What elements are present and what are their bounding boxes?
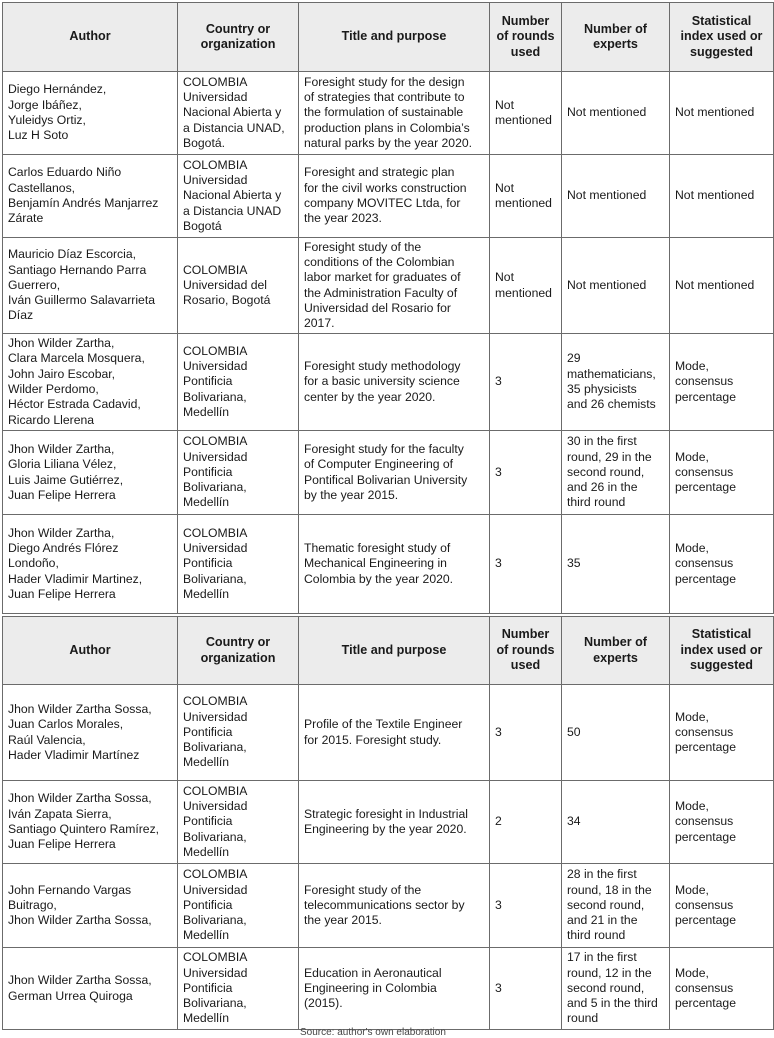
cell-org: COLOMBIA Universidad Pontificia Bolivariana, Medellín xyxy=(178,864,299,948)
cell-org: COLOMBIA Universidad Nacional Abierta y a Distancia UNAD, Bogotá. xyxy=(178,72,299,155)
cell-title: Foresight and strategic plan for the civil works construction company MOVITEC Ltda, for the year 2023. xyxy=(299,155,490,238)
cell-index: Not mentioned xyxy=(670,72,774,155)
cell-org: COLOMBIA Universidad Pontificia Bolivariana, Medellín xyxy=(178,334,299,431)
table-row xyxy=(3,334,774,431)
table-row xyxy=(3,864,774,948)
cell-org: COLOMBIA Universidad del Rosario, Bogotá xyxy=(178,238,299,334)
header-author: Author xyxy=(3,617,178,685)
header-country: Country or organization xyxy=(178,3,299,72)
cell-author: Jhon Wilder Zartha, Diego Andrés Flórez Londoño, Hader Vladimir Martinez, Juan Felipe Herrera xyxy=(3,515,178,614)
cell-rounds: 3 xyxy=(490,948,562,1030)
cell-index: Mode, consensus percentage xyxy=(670,515,774,614)
cell-org: COLOMBIA Universidad Pontificia Bolivariana, Medellín xyxy=(178,948,299,1030)
table-row xyxy=(3,72,774,155)
table-row xyxy=(3,515,774,614)
cell-index: Mode, consensus percentage xyxy=(670,864,774,948)
header-rounds: Number of rounds used xyxy=(490,3,562,72)
cell-index: Mode, consensus percentage xyxy=(670,334,774,431)
table-row xyxy=(3,948,774,1030)
header-row xyxy=(3,3,774,72)
cell-author: Jhon Wilder Zartha Sossa, Juan Carlos Morales, Raúl Valencia, Hader Vladimir Martínez xyxy=(3,685,178,781)
cell-rounds: Not mentioned xyxy=(490,72,562,155)
cell-index: Mode, consensus percentage xyxy=(670,685,774,781)
header-index: Statistical index used or suggested xyxy=(670,3,774,72)
cell-experts: 35 xyxy=(562,515,670,614)
cell-index: Not mentioned xyxy=(670,155,774,238)
cell-index: Mode, consensus percentage xyxy=(670,431,774,515)
cell-rounds: 3 xyxy=(490,864,562,948)
cell-experts: 29 mathematicians, 35 physicists and 26 chemists xyxy=(562,334,670,431)
studies-table-2 xyxy=(2,616,774,1030)
header-title: Title and purpose xyxy=(299,3,490,72)
table-row xyxy=(3,685,774,781)
cell-experts: 50 xyxy=(562,685,670,781)
cell-rounds: 3 xyxy=(490,334,562,431)
cell-title: Education in Aeronautical Engineering in Colombia (2015). xyxy=(299,948,490,1030)
cell-org: COLOMBIA Universidad Pontificia Bolivariana, Medellín xyxy=(178,515,299,614)
cell-experts: 30 in the first round, 29 in the second round, and 26 in the third round xyxy=(562,431,670,515)
cell-title: Strategic foresight in Industrial Engineering by the year 2020. xyxy=(299,781,490,864)
cell-author: Jhon Wilder Zartha Sossa, Iván Zapata Sierra, Santiago Quintero Ramírez, Juan Felipe Herrera xyxy=(3,781,178,864)
source-caption: Source: author's own elaboration xyxy=(300,1027,446,1038)
cell-rounds: 3 xyxy=(490,431,562,515)
cell-experts: 28 in the first round, 18 in the second round, and 21 in the third round xyxy=(562,864,670,948)
header-author: Author xyxy=(3,3,178,72)
cell-title: Foresight study methodology for a basic university science center by the year 2020. xyxy=(299,334,490,431)
cell-title: Foresight study of the telecommunications sector by the year 2015. xyxy=(299,864,490,948)
cell-org: COLOMBIA Universidad Pontificia Bolivariana, Medellín xyxy=(178,431,299,515)
table-row xyxy=(3,155,774,238)
cell-author: Mauricio Díaz Escorcia, Santiago Hernando Parra Guerrero, Iván Guillermo Salavarrieta Díaz xyxy=(3,238,178,334)
header-experts: Number of experts xyxy=(562,3,670,72)
cell-index: Mode, consensus percentage xyxy=(670,781,774,864)
cell-rounds: Not mentioned xyxy=(490,155,562,238)
cell-org: COLOMBIA Universidad Pontificia Bolivariana, Medellín xyxy=(178,685,299,781)
cell-experts: Not mentioned xyxy=(562,238,670,334)
header-row xyxy=(3,617,774,685)
studies-table-1 xyxy=(2,2,774,614)
header-rounds: Number of rounds used xyxy=(490,617,562,685)
cell-author: Diego Hernández, Jorge Ibáñez, Yuleidys Ortiz, Luz H Soto xyxy=(3,72,178,155)
cell-author: John Fernando Vargas Buitrago, Jhon Wilder Zartha Sossa, xyxy=(3,864,178,948)
table-row xyxy=(3,238,774,334)
cell-experts: 34 xyxy=(562,781,670,864)
cell-experts: Not mentioned xyxy=(562,155,670,238)
cell-org: COLOMBIA Universidad Pontificia Bolivariana, Medellín xyxy=(178,781,299,864)
table-row xyxy=(3,781,774,864)
cell-author: Carlos Eduardo Niño Castellanos, Benjamín Andrés Manjarrez Zárate xyxy=(3,155,178,238)
cell-author: Jhon Wilder Zartha, Clara Marcela Mosquera, John Jairo Escobar, Wilder Perdomo, Héctor Estrada Cadavid, Ricardo Llerena xyxy=(3,334,178,431)
cell-rounds: 3 xyxy=(490,685,562,781)
cell-title: Foresight study for the faculty of Computer Engineering of Pontifical Bolivarian University by the year 2015. xyxy=(299,431,490,515)
cell-experts: Not mentioned xyxy=(562,72,670,155)
cell-author: Jhon Wilder Zartha Sossa, German Urrea Quiroga xyxy=(3,948,178,1030)
header-title: Title and purpose xyxy=(299,617,490,685)
cell-org: COLOMBIA Universidad Nacional Abierta y a Distancia UNAD Bogotá xyxy=(178,155,299,238)
table-row xyxy=(3,431,774,515)
cell-experts: 17 in the first round, 12 in the second round, and 5 in the third round xyxy=(562,948,670,1030)
header-country: Country or organization xyxy=(178,617,299,685)
cell-index: Not mentioned xyxy=(670,238,774,334)
cell-index: Mode, consensus percentage xyxy=(670,948,774,1030)
header-index: Statistical index used or suggested xyxy=(670,617,774,685)
cell-rounds: Not mentioned xyxy=(490,238,562,334)
cell-rounds: 2 xyxy=(490,781,562,864)
cell-author: Jhon Wilder Zartha, Gloria Liliana Vélez, Luis Jaime Gutiérrez, Juan Felipe Herrera xyxy=(3,431,178,515)
cell-rounds: 3 xyxy=(490,515,562,614)
cell-title: Thematic foresight study of Mechanical Engineering in Colombia by the year 2020. xyxy=(299,515,490,614)
cell-title: Profile of the Textile Engineer for 2015. Foresight study. xyxy=(299,685,490,781)
header-experts: Number of experts xyxy=(562,617,670,685)
cell-title: Foresight study of the conditions of the Colombian labor market for graduates of the Administration Faculty of Universidad del Rosario for 2017. xyxy=(299,238,490,334)
table-source-note xyxy=(0,1027,774,1038)
cell-title: Foresight study for the design of strategies that contribute to the formulation of sustainable production plans in Colombia’s natural parks by the year 2020. xyxy=(299,72,490,155)
